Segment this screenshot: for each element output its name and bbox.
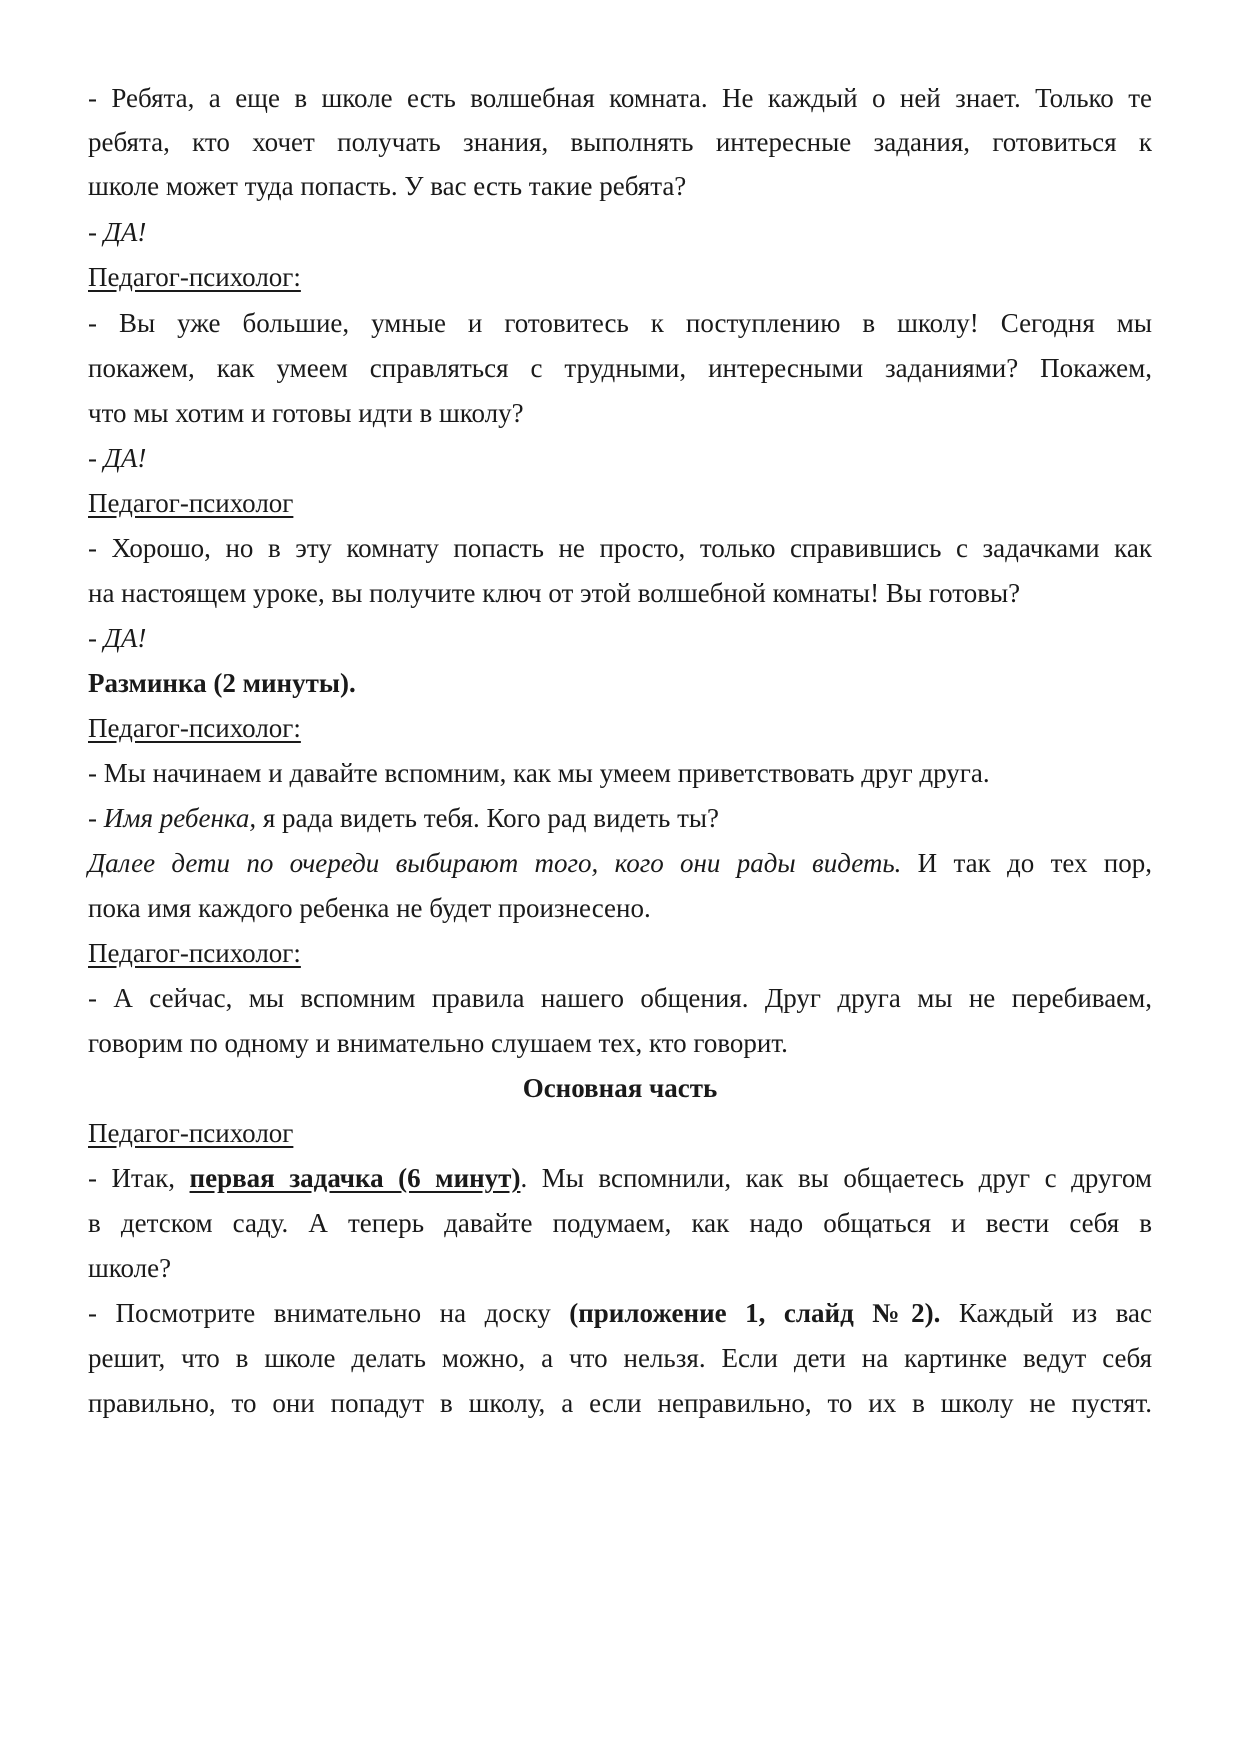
speaker-label xyxy=(88,935,1152,971)
text-run: . Мы вспомнили, как вы общаетесь друг с другом xyxy=(520,1163,1152,1193)
text-line: - Вы уже большие, умные и готовитесь к поступлению в школу! Сегодня мы xyxy=(88,308,1152,338)
text-line: - Хорошо, но в эту комнату попасть не просто, только справившись с задачками как xyxy=(88,533,1152,563)
speaker-label xyxy=(88,1115,1152,1151)
text-line: пока имя каждого ребенка не будет произнесено. xyxy=(88,893,651,923)
text-run: - Посмотрите внимательно на доску xyxy=(88,1298,570,1328)
text-line xyxy=(88,1295,1152,1331)
text-run: И так до тех пор, xyxy=(901,848,1153,878)
text-line: что мы хотим и готовы идти в школу? xyxy=(88,398,524,428)
text-line: в детском саду. А теперь давайте подумаем, как надо общаться и вести себя в xyxy=(88,1208,1152,1238)
text-line: правильно, то они попадут в школу, а если неправильно, то их в школу не пустят. xyxy=(88,1388,1152,1418)
appendix-reference: (приложение 1, слайд №2). xyxy=(569,1298,941,1328)
text-line: - Ребята, а еще в школе есть волшебная комната. Не каждый о ней знает. Только те xyxy=(88,83,1152,113)
speaker-label xyxy=(88,259,1152,295)
speaker-name: Педагог-психолог: xyxy=(88,713,301,743)
text-line: покажем, как умеем справляться с трудными, интересными заданиями? Покажем, xyxy=(88,353,1152,383)
italic-run: Далее дети по очереди выбирают того, кого они рады видеть. xyxy=(88,848,902,878)
italic-run: Имя ребенка, xyxy=(103,803,257,833)
answer-line: - ДА! xyxy=(88,623,147,653)
speaker-label xyxy=(88,485,1152,521)
answer-line: - ДА! xyxy=(88,217,147,247)
text-run: - Итак, xyxy=(88,1163,190,1193)
text-line: - А сейчас, мы вспомним правила нашего общения. Друг друга мы не перебиваем, xyxy=(88,983,1152,1013)
speaker-name: Педагог-психолог: xyxy=(88,262,301,292)
text-line: говорим по одному и внимательно слушаем тех, кто говорит. xyxy=(88,1028,788,1058)
text-line xyxy=(88,1160,1152,1196)
text-line: - Мы начинаем и давайте вспомним, как мы умеем приветствовать друг друга. xyxy=(88,758,990,788)
answer-line: - ДА! xyxy=(88,443,147,473)
section-heading-centered: Основная часть xyxy=(522,1073,718,1103)
text-line xyxy=(88,845,1152,881)
speaker-name: Педагог-психолог: xyxy=(88,938,301,968)
speaker-name: Педагог-психолог xyxy=(88,1118,294,1148)
text-line xyxy=(88,800,1152,836)
text-line: школе может туда попасть. У вас есть такие ребята? xyxy=(88,171,687,201)
text-line: школе? xyxy=(88,1253,172,1283)
text-line: ребята, кто хочет получать знания, выполнять интересные задания, готовиться к xyxy=(88,127,1152,157)
text-run: - xyxy=(88,803,104,833)
text-run: я рада видеть тебя. Кого рад видеть ты? xyxy=(256,803,719,833)
text-run: Каждый из вас xyxy=(940,1298,1153,1328)
text-line: на настоящем уроке, вы получите ключ от этой волшебной комнаты! Вы готовы? xyxy=(88,578,1021,608)
task-title: первая задачка (6 минут) xyxy=(189,1163,521,1193)
speaker-label xyxy=(88,710,1152,746)
text-line: решит, что в школе делать можно, а что нельзя. Если дети на картинке ведут себя xyxy=(88,1343,1152,1373)
speaker-name: Педагог-психолог xyxy=(88,488,294,518)
section-heading: Разминка (2 минуты). xyxy=(88,668,356,698)
